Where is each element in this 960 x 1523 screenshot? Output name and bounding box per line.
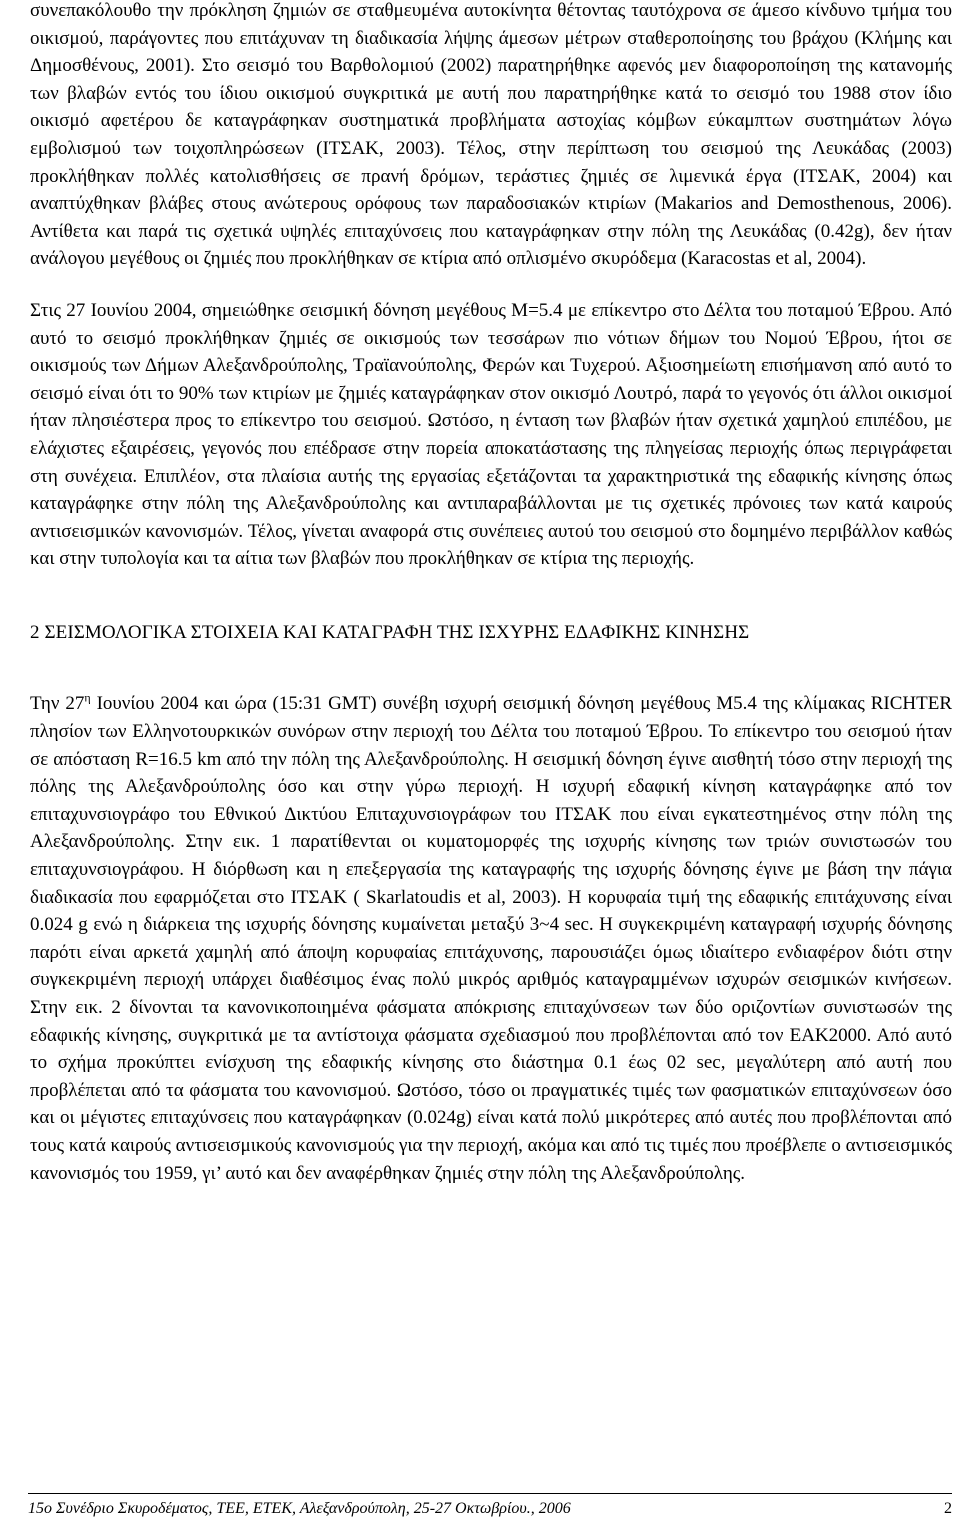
paragraph-3-rest: Ιουνίου 2004 και ώρα (15:31 GMT) συνέβη ισχυρή σεισμική δόνηση μεγέθους M5.4 της κλίμακας RICHTER πλησίον των Ελληνοτουρκικών συνόρων στην περιοχή του Δέλτα του ποταμού Έβρου. Το επίκεντρο του σεισμού ήταν σε απόσταση R=16.5 km από την πόλη της Αλεξανδρούπολης. Η σεισμική δόνηση έγινε αισθητή τόσο στην περιοχή της πόλης της Αλεξανδρούπολης όσο και στην γύρω περιοχή. Η ισχυρή εδαφική κίνηση καταγράφηκε από τον επιταχυνσιογράφο του Εθνικού Δικτύου Επιταχυνσιογράφων του ΙΤΣΑΚ που είναι εγκατεστημένος στην πόλη της Αλεξανδρούπολης. Στην εικ. 1 παρατίθενται οι κυματομορφές της ισχυρής κίνησης των τριών συνιστωσών του επιταχυνσιογράφου. Η διόρθωση και η επεξεργασία της καταγραφής της ισχυρής δόνησης έγινε με βάση την πάγια διαδικασία που εφαρμόζεται στο ΙΤΣΑΚ ( Skarlatoudis et al, 2003). Η κορυφαία τιμή της εδαφικής επιτάχυνσης είναι 0.024 g ενώ η διάρκεια της ισχυρής δόνησης κυμαίνεται μεταξύ 3~4 sec. Η συγκεκριμένη καταγραφή ισχυρής δόνησης παρότι είναι αρκετά χαμηλή από άποψη κορυφαίας επιτάχυνσης, παρουσιάζει όμως ιδιαίτερο ενδιαφέρον διότι στην συγκεκριμένη περιοχή υπάρχει διαθέσιμος ένας πολύ μικρός αριθμός καταγραμμένων ισχυρών σεισμικών κινήσεων. Στην εικ. 2 δίνονται τα κανονικοποιημένα φάσματα απόκρισης επιταχύνσεων των δύο οριζοντίων συνιστωσών της εδαφικής κίνησης, συγκριτικά με τα αντίστοιχα φάσματα σχεδιασμού που προβλέπονται από τον ΕΑΚ2000. Από αυτό το σχήμα προκύπτει ενίσχυση της εδαφικής κίνησης στο διάστημα 0.1 έως 02 sec, μεγαλύτερη από αυτή που προβλέπεται από τα φάσματα του κανονισμού. Ωστόσο, τόσο οι πραγματικές τιμές των φασματικών επιταχύνσεων όσο και οι μέγιστες επιταχύνσεις που καταγράφηκαν (0.024g) είναι κατά πολύ μικρότερες από αυτές που προβλέπονται από τους κατά καιρούς αντισεισμικούς κανονισμούς για την περιοχή, ακόμα και από τις τιμές που προέβλεπε ο αντισεισμικός κανονισμός του 1959, γι’ αυτό και δεν αναφέρθηκαν ζημιές στην πόλη της Αλεξανδρούπολης.: [30, 693, 952, 1184]
document-page: [30, 0, 952, 1187]
footer-divider: [28, 1493, 952, 1494]
body-paragraph-1: συνεπακόλουθο την πρόκληση ζημιών σε σταθμευμένα αυτοκίνητα θέτοντας ταυτόχρονα σε άμεσο κίνδυνο τμήμα του οικισμού, παράγοντες που επιτάχυναν τη διαδικασία λήψης άμεσων μέτρων σταθεροποίησης του βράχου (Κλήμης και Δημοσθένους, 2001). Στο σεισμό του Βαρθολομιού (2002) παρατηρήθηκε αφενός μεν διαφοροποίηση της κατανομής των βλαβών εντός του ίδιου οικισμού συγκριτικά με αυτή που παρατηρήθηκε κατά το σεισμό του 1988 στον ίδιο οικισμό αφετέρου δε καταγράφηκαν συστηματικά προβλήματα αστοχίας κόμβων εύκαμπτων συστημάτων λόγω εμβολισμού των τοιχοπληρώσεων (ΙΤΣΑΚ, 2003). Τέλος, στην περίπτωση του σεισμού της Λευκάδας (2003) προκλήθηκαν πολλές κατολισθήσεις σε πρανή δρόμων, τεράστιες ζημιές σε λιμενικά έργα (ΙΤΣΑΚ, 2004) και αναπτύχθηκαν βλάβες στους ανώτερους ορόφους των παραδοσιακών κτιρίων (Makarios and Demosthenous, 2006). Αντίθετα και παρά τις σχετικά υψηλές επιταχύνσεις που καταγράφηκαν στην πόλη της Λευκάδας (0.42g), δεν ήταν ανάλογου μεγέθους οι ζημιές που προκλήθηκαν σε κτίρια από οπλισμένο σκυρόδεμα (Karacostas et al, 2004).: [30, 0, 952, 270]
section-heading: 2 ΣΕΙΣΜΟΛΟΓΙΚΑ ΣΤΟΙΧΕΙΑ ΚΑΙ ΚΑΤΑΓΡΑΦΗ ΤΗΣ ΙΣΧΥΡΗΣ ΕΔΑΦΙΚΗΣ ΚΙΝΗΣΗΣ: [30, 621, 750, 643]
paragraph-3-lead: Την 27: [30, 693, 85, 715]
body-paragraph-2: Στις 27 Ιουνίου 2004, σημειώθηκε σεισμική δόνηση μεγέθους M=5.4 με επίκεντρο στο Δέλτα του ποταμού Έβρου. Από αυτό το σεισμό προκλήθηκαν ζημιές σε οικισμούς των τεσσάρων πιο νότιων δήμων του Νομού Έβρου, ήτοι σε οικισμούς των Δήμων Αλεξανδρούπολης, Τραϊανούπολης, Φερών και Τυχερού. Αξιοσημείωτη επισήμανση από αυτό το σεισμό είναι ότι το 90% των κτιρίων με ζημιές καταγράφηκαν στον οικισμό Λουτρό, παρά το γεγονός ότι άλλοι οικισμοί ήταν πλησιέστερα προς το επίκεντρο του σεισμού. Ωστόσο, η ένταση των βλαβών ήταν σχετικά χαμηλού επιπέδου, με ελάχιστες εξαιρέσεις, γεγονός που επέδρασε στην πορεία αποκατάστασης της πληγείσας περιοχής όπως περιγράφεται στη συνέχεια. Επιπλέον, στα πλαίσια αυτής της εργασίας εξετάζονται τα χαρακτηριστικά της εδαφικής κίνησης όπως καταγράφηκε στην πόλη της Αλεξανδρούπολης και αντιπαραβάλλονται με τις σχετικές πρόνοιες των κατά καιρούς αντισεισμικών κανονισμών. Τέλος, γίνεται αναφορά στις συνέπειες αυτού του σεισμού στο δομημένο περιβάλλον καθώς και στην τυπολογία και τα αίτια των βλαβών που προκλήθηκαν σε κτίρια της περιοχής.: [30, 299, 952, 570]
body-paragraph-3: [30, 690, 952, 1187]
page-footer: [28, 1499, 952, 1519]
footer-conference-text: 15ο Συνέδριο Σκυροδέματος, ΤΕΕ, ΕΤΕΚ, Αλεξανδρούπολη, 25-27 Οκτωβρίου., 2006: [28, 1500, 571, 1517]
page-number: 2: [944, 1500, 952, 1517]
ordinal-superscript: η: [84, 691, 91, 706]
